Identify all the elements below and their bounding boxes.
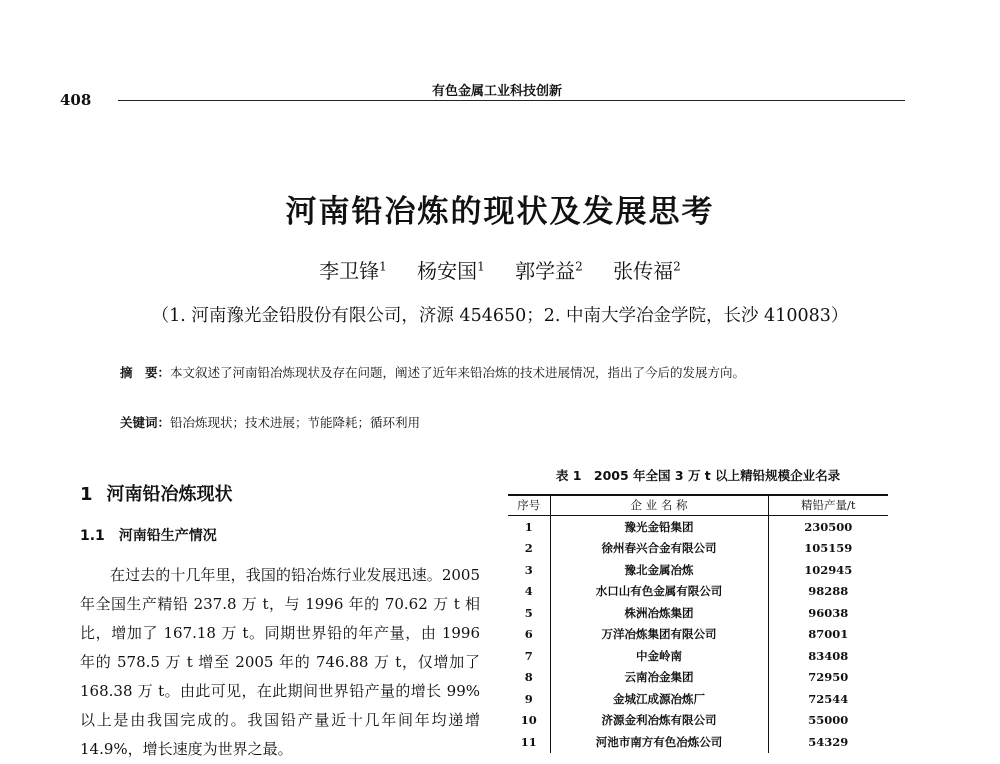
keywords (120, 413, 880, 431)
company-name: 云南冶金集团 (550, 667, 768, 689)
author-affiliation-mark: 1 (379, 259, 387, 274)
company-name: 徐州春兴合金有限公司 (550, 538, 768, 560)
table-row (508, 645, 888, 667)
author (319, 259, 387, 283)
row-index: 4 (524, 584, 533, 599)
section-heading (80, 480, 233, 506)
author-name: 张传福 (613, 259, 674, 283)
row-index: 3 (524, 562, 533, 577)
company-name: 河池市南方有色冶炼公司 (550, 731, 768, 753)
enterprise-table (508, 494, 888, 753)
affiliations: （1. 河南豫光金铅股份有限公司，济源 454650；2. 中南大学冶金学院，长沙 410083） (151, 306, 849, 326)
row-index: 2 (524, 541, 533, 556)
table-row (508, 688, 888, 710)
company-name: 金城江成源冶炼厂 (550, 688, 768, 710)
column-header: 序号 (508, 495, 550, 516)
row-index: 11 (520, 734, 537, 749)
abstract (120, 362, 880, 384)
lead-output: 230500 (768, 516, 888, 538)
company-name: 济源金利冶炼有限公司 (550, 710, 768, 732)
page-number: 408 (60, 91, 92, 109)
table-row (508, 538, 888, 560)
company-name: 豫光金铅集团 (550, 516, 768, 538)
row-index: 5 (524, 605, 533, 620)
company-name: 水口山有色金属有限公司 (550, 581, 768, 603)
author-name: 郭学益 (515, 259, 576, 283)
author (417, 259, 485, 283)
table-row (508, 581, 888, 603)
company-name: 株洲冶炼集团 (550, 602, 768, 624)
column-header: 企 业 名 称 (550, 495, 768, 516)
article-title: 河南铅冶炼的现状及发展思考 (285, 194, 715, 230)
company-name: 中金岭南 (550, 645, 768, 667)
table-header-row (508, 495, 888, 516)
table-row (508, 731, 888, 753)
column-header: 精铅产量/t (768, 495, 888, 516)
table-row (508, 710, 888, 732)
company-name: 万洋冶炼集团有限公司 (550, 624, 768, 646)
lead-output: 83408 (768, 645, 888, 667)
subsection-number: 1.1 (80, 528, 105, 544)
table-row (508, 624, 888, 646)
header-rule (118, 100, 905, 101)
section-title: 河南铅冶炼现状 (106, 484, 233, 505)
lead-output: 105159 (768, 538, 888, 560)
abstract-text: 本文叙述了河南铅冶炼现状及存在问题，阐述了近年来铅冶炼的技术进展情况，指出了今后的发展方向。 (170, 365, 746, 380)
subsection-title: 河南铅生产情况 (118, 528, 217, 544)
table-row (508, 667, 888, 689)
lead-output: 87001 (768, 624, 888, 646)
company-name: 豫北金属冶炼 (550, 559, 768, 581)
author-name: 杨安国 (417, 259, 478, 283)
author-affiliation-mark: 1 (477, 259, 485, 274)
row-index: 10 (520, 713, 537, 728)
keywords-label: 关键词： (120, 415, 171, 430)
body-paragraph: 在过去的十几年里，我国的铅冶炼行业发展迅速。2005 年全国生产精铅 237.8 万 t，与 1996 年的 70.62 万 t 相比，增加了 167.18 万 t。同期世界铅的年产量，由 1996 年的 578.5 万 t 增至 2005 年的 746.88 万 t，仅增加了 168.38 万 t。由此可见，在此期间世界铅产量的增长 99% 以上是由我国完成的。我国铅产量近十几年间年均递增 14.9%，增长速度为世界之最。 (80, 566, 480, 758)
lead-output: 72950 (768, 667, 888, 689)
keywords-text: 铅冶炼现状；技术进展；节能降耗；循环利用 (170, 415, 421, 430)
row-index: 7 (524, 648, 533, 663)
table-caption: 表 1 2005 年全国 3 万 t 以上精铅规模企业名录 (555, 468, 841, 483)
row-index: 8 (524, 670, 533, 685)
row-index: 1 (524, 519, 533, 534)
row-index: 9 (524, 691, 533, 706)
lead-output: 72544 (768, 688, 888, 710)
table-row (508, 602, 888, 624)
author (613, 259, 681, 283)
lead-output: 54329 (768, 731, 888, 753)
author-affiliation-mark: 2 (575, 259, 583, 274)
lead-output: 102945 (768, 559, 888, 581)
author-affiliation-mark: 2 (673, 259, 681, 274)
lead-output: 55000 (768, 710, 888, 732)
row-index: 6 (524, 627, 533, 642)
table-row (508, 516, 888, 538)
author (515, 259, 583, 283)
author-name: 李卫锋 (319, 259, 380, 283)
section-number: 1 (80, 484, 93, 505)
journal-name: 有色金属工业科技创新 (431, 84, 562, 99)
subsection-heading (80, 525, 217, 545)
lead-output: 98288 (768, 581, 888, 603)
abstract-label: 摘 要： (120, 365, 171, 380)
lead-output: 96038 (768, 602, 888, 624)
author-list (0, 255, 1000, 284)
table-row (508, 559, 888, 581)
